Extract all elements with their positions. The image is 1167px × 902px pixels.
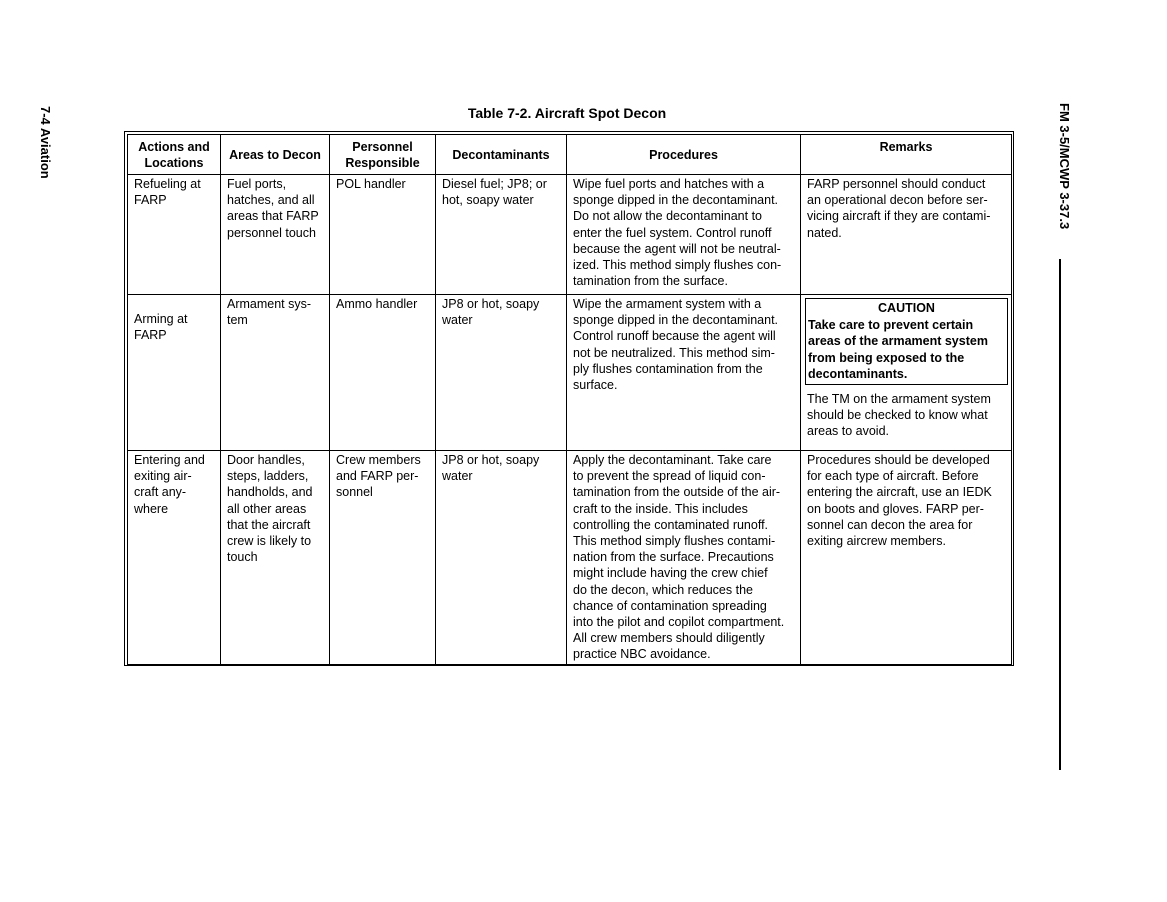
cell-actions: Refueling at FARP	[128, 175, 221, 295]
header-actions: Actions and Locations	[128, 135, 221, 175]
cell-areas: Fuel ports, hatches, and all areas that FARP personnel touch	[221, 175, 330, 295]
table-row-entering-exiting	[128, 451, 1012, 665]
table-title: Table 7-2. Aircraft Spot Decon	[467, 105, 667, 121]
cell-decontaminants: JP8 or hot, soapy water	[436, 295, 567, 451]
header-areas: Areas to Decon	[221, 135, 330, 175]
header-personnel: Personnel Responsible	[330, 135, 436, 175]
cell-decontaminants: Diesel fuel; JP8; or hot, soapy water	[436, 175, 567, 295]
decon-table-frame	[124, 131, 1014, 666]
cell-remarks: FARP personnel should conduct an operational decon before ser- vicing aircraft if they are contami- nated.	[801, 175, 1012, 295]
cell-procedures: Wipe fuel ports and hatches with a sponge dipped in the decontaminant. Do not allow the decontaminant to enter the fuel system. Control runoff because the agent will not be neutral- ized. This method simply flushes con- tamination from the surface.	[567, 175, 801, 295]
cell-personnel: Crew members and FARP per- sonnel	[330, 451, 436, 665]
cell-actions: Arming at FARP	[128, 295, 221, 451]
table-header-row	[128, 135, 1012, 175]
cell-personnel: Ammo handler	[330, 295, 436, 451]
document-identifier: FM 3-5/MCWP 3-37.3	[1057, 103, 1072, 230]
cell-remarks: Procedures should be developed for each type of aircraft. Before entering the aircraft, use an IEDK on boots and gloves. FARP per- sonnel can decon the area for exiting aircrew members.	[801, 451, 1012, 665]
cell-areas: Door handles, steps, ladders, handholds, and all other areas that the aircraft crew is likely to touch	[221, 451, 330, 665]
table-row-refueling	[128, 175, 1012, 295]
aircraft-spot-decon-table	[127, 134, 1012, 665]
header-procedures: Procedures	[567, 135, 801, 175]
cell-actions: Entering and exiting air- craft any- where	[128, 451, 221, 665]
cell-areas: Armament sys- tem	[221, 295, 330, 451]
cell-decontaminants: JP8 or hot, soapy water	[436, 451, 567, 665]
caution-title: CAUTION	[878, 301, 935, 315]
caution-box: CAUTION Take care to prevent certain areas of the armament system from being exposed to the decontaminants.	[805, 298, 1008, 385]
cell-remarks: CAUTION Take care to prevent certain areas of the armament system from being exposed to the decontaminants. The TM on the armament system should be checked to know what areas to avoid.	[801, 295, 1012, 451]
page-number-section-label: 7-4 Aviation	[38, 106, 53, 179]
margin-rule	[1059, 259, 1061, 770]
table-row-arming	[128, 295, 1012, 451]
cell-procedures: Apply the decontaminant. Take care to prevent the spread of liquid con- tamination from the outside of the air- craft to the inside. This includes controlling the contaminated runoff. This method simply flushes contami- nation from the surface. Precautions might include having the crew chief do the decon, which reduces the chance of contamination spreading into the pilot and copilot compartment. All crew members should diligently practice NBC avoidance.	[567, 451, 801, 665]
cell-procedures: Wipe the armament system with a sponge dipped in the decontaminant. Control runoff because the agent will not be neutralized. This method sim- ply flushes contamination from the surface.	[567, 295, 801, 451]
header-decontaminants: Decontaminants	[436, 135, 567, 175]
cell-personnel: POL handler	[330, 175, 436, 295]
header-remarks: Remarks	[801, 135, 1012, 175]
